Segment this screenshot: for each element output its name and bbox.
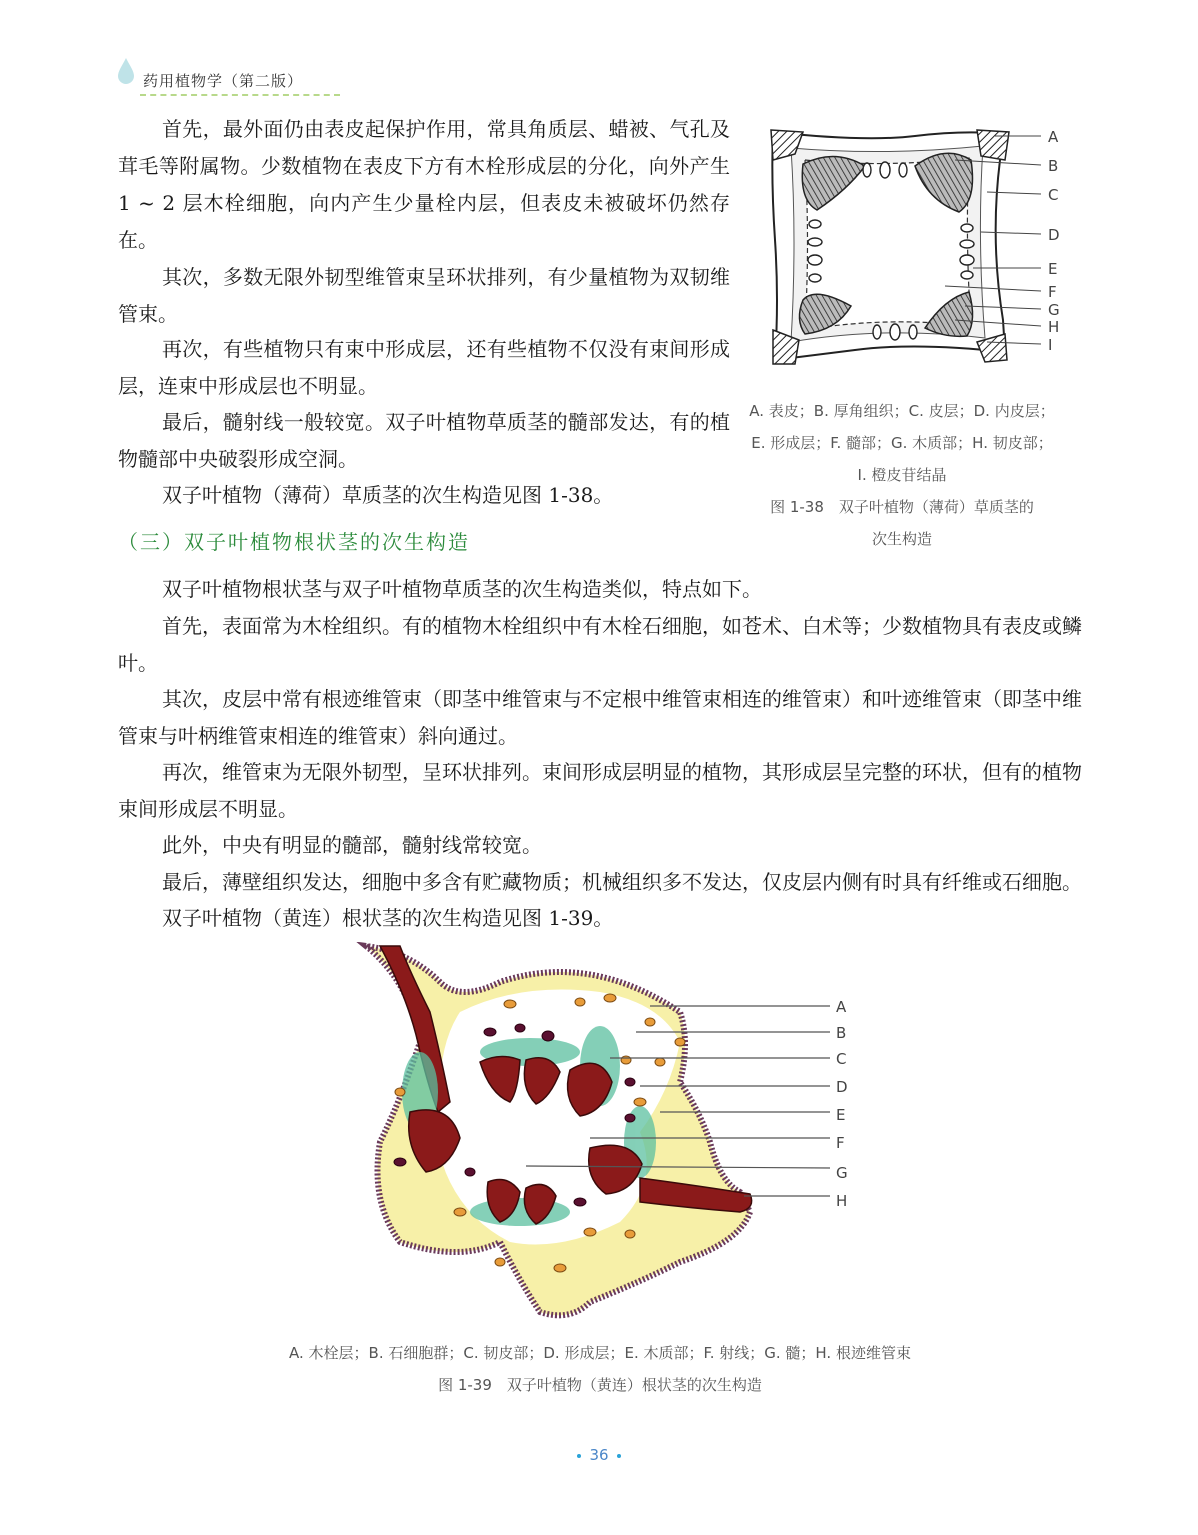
fig-1-38-label: C: [1048, 186, 1059, 204]
fig-1-38-label: E: [1048, 260, 1058, 278]
legend-line: E. 形成层；F. 髓部；G. 木质部；H. 韧皮部；: [751, 434, 1053, 452]
paragraph: 首先，表面常为木栓组织。有的植物木栓组织中有木栓石细胞，如苍术、白术等；少数植物具有表皮或鳞叶。: [118, 614, 1082, 675]
fig-1-39-label: D: [836, 1078, 848, 1096]
fig-1-38-label: H: [1048, 318, 1060, 336]
page-number-value: 36: [589, 1446, 609, 1464]
figure-1-38-legend: [736, 395, 1068, 555]
paragraph: 双子叶植物（黄连）根状茎的次生构造见图 1-39。: [162, 906, 614, 930]
paragraph: 最后，髓射线一般较宽。双子叶植物草质茎的髓部发达，有的植物髓部中央破裂形成空洞。: [118, 410, 730, 471]
dot-icon: [577, 1454, 581, 1458]
fig-1-39-label: H: [836, 1192, 848, 1210]
paragraph: 此外，中央有明显的髓部，髓射线常较宽。: [162, 833, 542, 857]
fig-1-39-label: F: [836, 1134, 845, 1152]
paragraph: 最后，薄壁组织发达，细胞中多含有贮藏物质；机械组织多不发达，仅皮层内侧有时具有纤维或石细胞。: [162, 870, 1082, 894]
fig-1-38-label: A: [1048, 128, 1059, 146]
dot-icon: [617, 1454, 621, 1458]
fig-1-38-label: F: [1048, 283, 1057, 301]
fig-1-39-label: E: [836, 1106, 846, 1124]
header-divider: [140, 94, 340, 98]
fig-1-39-label: G: [836, 1164, 848, 1182]
paragraph: 双子叶植物根状茎与双子叶植物草质茎的次生构造类似，特点如下。: [162, 577, 762, 601]
fig-1-38-label: D: [1048, 226, 1060, 244]
paragraph: 其次，多数无限外韧型维管束呈环状排列，有少量植物为双韧维管束。: [118, 265, 730, 326]
figure-caption: 次生构造: [871, 530, 932, 548]
figure-1-38-diagram: [755, 120, 1075, 370]
fig-1-38-label: I: [1048, 336, 1053, 354]
fig-1-39-label: A: [836, 998, 847, 1016]
figure-1-39-legend: A. 木栓层；B. 石细胞群；C. 韧皮部；D. 形成层；E. 木质部；F. 射线；G. 髓；H. 根迹维管束: [289, 1344, 911, 1362]
section-heading: （三）双子叶植物根状茎的次生构造: [118, 530, 470, 554]
figure-caption: 图 1-38 双子叶植物（薄荷）草质茎的: [770, 498, 1034, 516]
water-drop-icon: [116, 56, 136, 86]
fig-1-38-label: B: [1048, 157, 1059, 175]
fig-1-38-label: G: [1048, 301, 1060, 319]
figure-1-39-caption: 图 1-39 双子叶植物（黄连）根状茎的次生构造: [438, 1376, 762, 1394]
legend-line: A. 表皮；B. 厚角组织；C. 皮层；D. 内皮层；: [749, 402, 1055, 420]
fig-1-39-label: B: [836, 1024, 847, 1042]
paragraph: 再次，有些植物只有束中形成层，还有些植物不仅没有束间形成层，连束中形成层也不明显。: [118, 337, 730, 398]
paragraph: 其次，皮层中常有根迹维管束（即茎中维管束与不定根中维管束相连的维管束）和叶迹维管束（即茎中维管束与叶柄维管束相连的维管束）斜向通过。: [118, 687, 1082, 748]
figure-1-39-diagram: [340, 942, 870, 1327]
paragraph: 双子叶植物（薄荷）草质茎的次生构造见图 1-38。: [162, 483, 614, 507]
fig-1-39-label: C: [836, 1050, 847, 1068]
paragraph: 首先，最外面仍由表皮起保护作用，常具角质层、蜡被、气孔及茸毛等附属物。少数植物在表皮下方有木栓形成层的分化，向外产生 1 ~ 2 层木栓细胞，向内产生少量栓内层，但表皮未被破坏仍然存在。: [118, 117, 730, 252]
page-number: [0, 1446, 1198, 1464]
book-title: 药用植物学（第二版）: [143, 72, 304, 90]
paragraph: 再次，维管束为无限外韧型，呈环状排列。束间形成层明显的植物，其形成层呈完整的环状，但有的植物束间形成层不明显。: [118, 760, 1082, 821]
legend-line: I. 橙皮苷结晶: [857, 466, 947, 484]
